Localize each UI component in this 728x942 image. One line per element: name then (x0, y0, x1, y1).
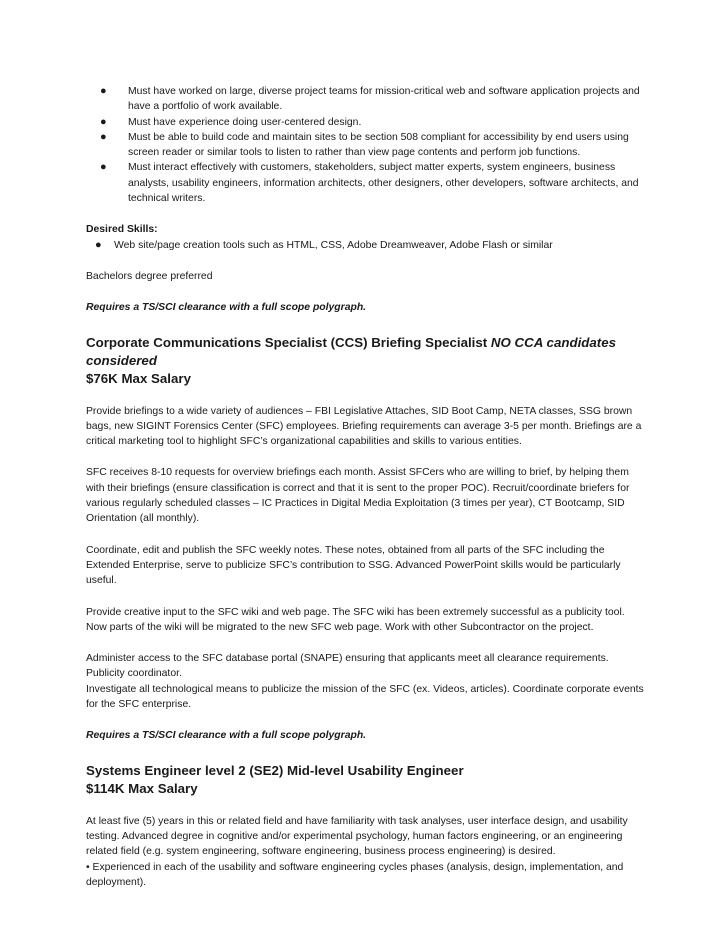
salary-ccs: $76K Max Salary (86, 370, 191, 386)
bullet-icon: ● (100, 85, 107, 97)
desired-skills-list (86, 238, 646, 253)
ccs-paragraph: Administer access to the SFC database portal (SNAPE) ensuring that applicants meet all clearance requirements. Publicity coordinator. (86, 653, 609, 680)
title-note: NO CCA candidates considered (86, 334, 617, 368)
salary-se2: $114K Max Salary (86, 780, 198, 796)
se2-paragraph: At least five (5) years in this or related field and have familiarity with task analyses, user interface design, and usability testing. Advanced degree in cognitive and/or experimental psychology, human factors engineering, or an engineering related field (e.g. system engineering, software engineering, business process engineering) is desired. (86, 815, 628, 858)
bullet-icon: ● (100, 161, 107, 174)
job-title-se2: Systems Engineer level 2 (SE2) Mid-level Usability Engineer (86, 762, 464, 778)
list-item: ● Must have experience doing user-centered design. (86, 115, 646, 130)
ccs-paragraph: Investigate all technological means to publicize the mission of the SFC (ex. Videos, articles). Coordinate corporate events for the SFC enterprise. (86, 683, 644, 711)
ccs-paragraph: Provide briefings to a wide variety of audiences – FBI Legislative Attaches, SID Boot Camp, NETA classes, SSG brown bags, new SIGINT Forensics Center (SFC) employees. Briefing requirements can average 3-5 per month. Briefings are a critical marketing tool to highlight SFC’s organizational capabilities and skills to various entities. (86, 405, 642, 448)
clearance-requirement: Requires a TS/SCI clearance with a full scope polygraph. (86, 730, 367, 742)
list-item: ● Web site/page creation tools such as HTML, CSS, Adobe Dreamweaver, Adobe Flash or similar (86, 238, 646, 253)
list-item: ● Must interact effectively with customers, stakeholders, subject matter experts, system engineers, business analysts, usability engineers, information architects, other designers, other developers, software architects, and technical writers. (100, 161, 639, 205)
bachelors-note: Bachelors degree preferred (86, 270, 213, 282)
bullet-icon: ● (100, 115, 107, 128)
clearance-requirement: Requires a TS/SCI clearance with a full scope polygraph. (86, 302, 367, 314)
bullet-icon: ● (100, 130, 107, 143)
requirements-list (86, 84, 646, 206)
ccs-paragraph: SFC receives 8-10 requests for overview briefings each month. Assist SFCers who are willing to brief, by helping them with their briefings (ensure classification is correct and that it is sent to the proper POC). Recruit/coordinate briefers for various regularly scheduled classes – IC Practices in Digital Media Exploitation (3 times per year), CT Bootcamp, SID Orientation (all monthly). (86, 467, 630, 525)
ccs-paragraph: Provide creative input to the SFC wiki and web page. The SFC wiki has been extremely successful as a publicity tool. Now parts of the wiki will be migrated to the new SFC web page. Work with other Subcontractor on the project. (86, 606, 625, 633)
job-title-ccs: Corporate Communications Specialist (CCS) Briefing Specialist NO CCA candidates considered (86, 334, 617, 368)
desired-skills-heading: Desired Skills: (86, 224, 158, 236)
se2-paragraph: • Experienced in each of the usability and software engineering cycles phases (analysis, design, implementation, and deployment). (86, 861, 624, 888)
ccs-paragraph: Coordinate, edit and publish the SFC weekly notes. These notes, obtained from all parts of the SFC including the Extended Enterprise, serve to publicize SFC’s contribution to SSG. Advanced PowerPoint skills would be particularly useful. (86, 544, 621, 587)
bullet-icon: ● (95, 238, 102, 251)
list-item: ● Must have worked on large, diverse project teams for mission-critical web and software application projects and have a portfolio of work available. (100, 85, 640, 113)
list-item: ● Must be able to build code and maintain sites to be section 508 compliant for accessibility by end users using screen reader or similar tools to listen to rather than view page contents and perform job functions. (100, 130, 629, 159)
